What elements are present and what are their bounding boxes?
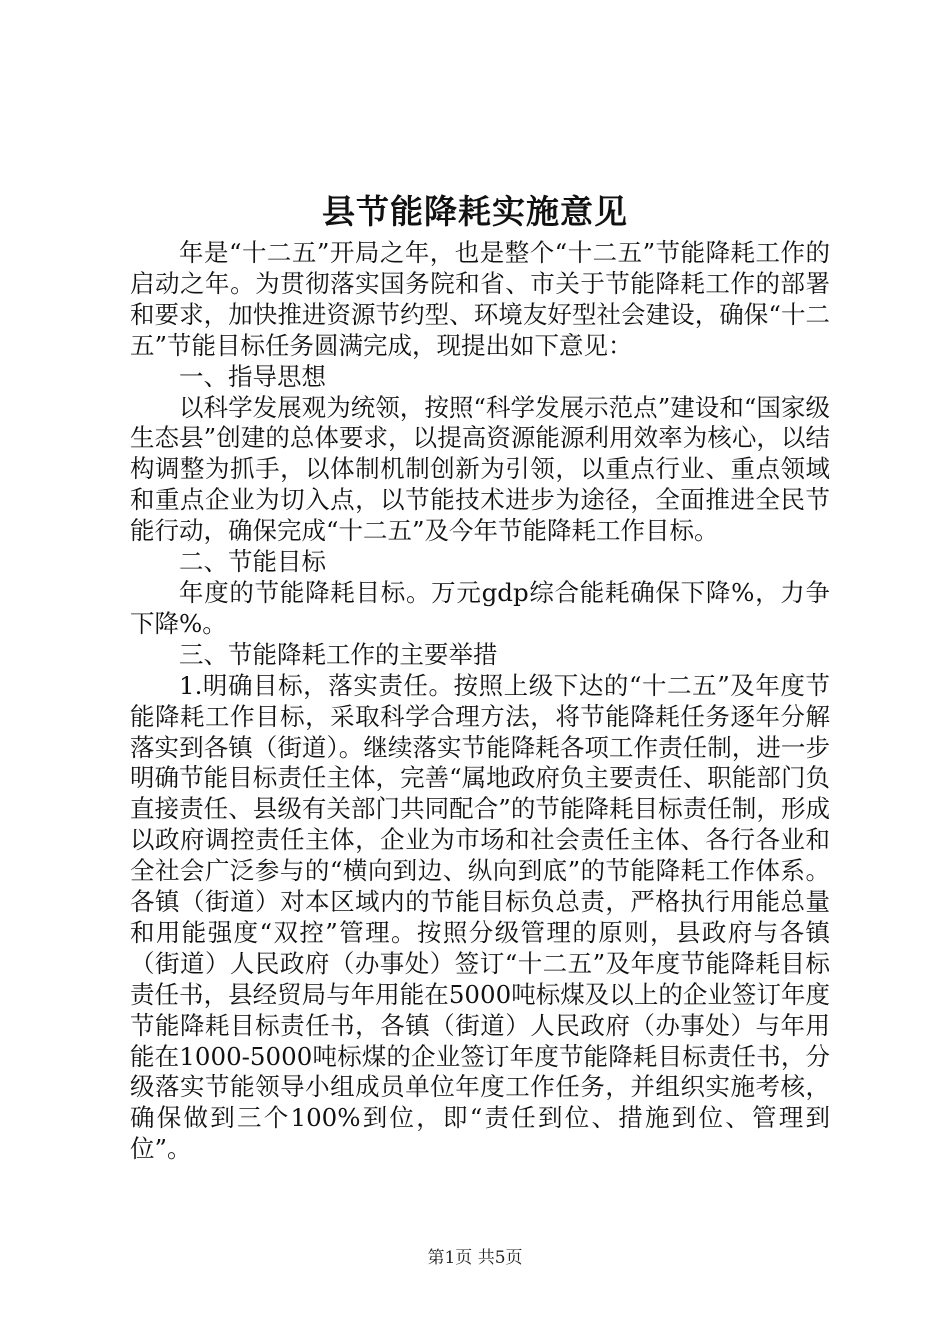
section-heading-measures: 三、节能降耗工作的主要举措 <box>179 639 498 669</box>
section-heading-energy-target: 二、节能目标 <box>179 547 326 577</box>
page-footer: 第1页 共5页 <box>427 1248 523 1268</box>
intro-paragraph: 年是“十二五”开局之年，也是整个“十二五”节能降耗工作的启动之年。为贯彻落实国务院和省、市关于节能降耗工作的部署和要求，加快推进资源节约型、环境友好型社会建设，确保“十二五”节能目标任务圆满完成，现提出如下意见： <box>130 238 830 360</box>
document-body <box>130 238 830 1165</box>
section-heading-guiding-thought: 一、指导思想 <box>179 361 326 391</box>
page-title: 县节能降耗实施意见 <box>322 192 628 231</box>
guiding-thought-paragraph: 以科学发展观为统领，按照“科学发展示范点”建设和“国家级生态县”创建的总体要求，以提高资源能源利用效率为核心，以结构调整为抓手，以体制机制创新为引领，以重点行业、重点领域和重点企业为切入点，以节能技术进步为途径，全面推进全民节能行动，确保完成“十二五”及今年节能降耗工作目标。 <box>130 392 830 546</box>
measure-1-paragraph: 1.明确目标，落实责任。按照上级下达的“十二五”及年度节能降耗工作目标，采取科学合理方法，将节能降耗任务逐年分解落实到各镇（街道）。继续落实节能降耗各项工作责任制，进一步明确节能目标责任主体，完善“属地政府负主要责任、职能部门负直接责任、县级有关部门共同配合”的节能降耗目标责任制，形成以政府调控责任主体，企业为市场和社会责任主体、各行各业和全社会广泛参与的“横向到边、纵向到底”的节能降耗工作体系。各镇（街道）对本区域内的节能目标负总责，严格执行用能总量和用能强度“双控”管理。按照分级管理的原则，县政府与各镇（街道）人民政府（办事处）签订“十二五”及年度节能降耗目标责任书，县经贸局与年用能在5000吨标煤及以上的企业签订年度节能降耗目标责任书，各镇（街道）人民政府（办事处）与年用能在1000-5000吨标煤的企业签订年度节能降耗目标责任书，分级落实节能领导小组成员单位年度工作任务，并组织实施考核，确保做到三个100%到位，即“责任到位、措施到位、管理到位”。 <box>130 670 830 1164</box>
energy-target-paragraph: 年度的节能降耗目标。万元gdp综合能耗确保下降%，力争下降%。 <box>130 577 830 638</box>
